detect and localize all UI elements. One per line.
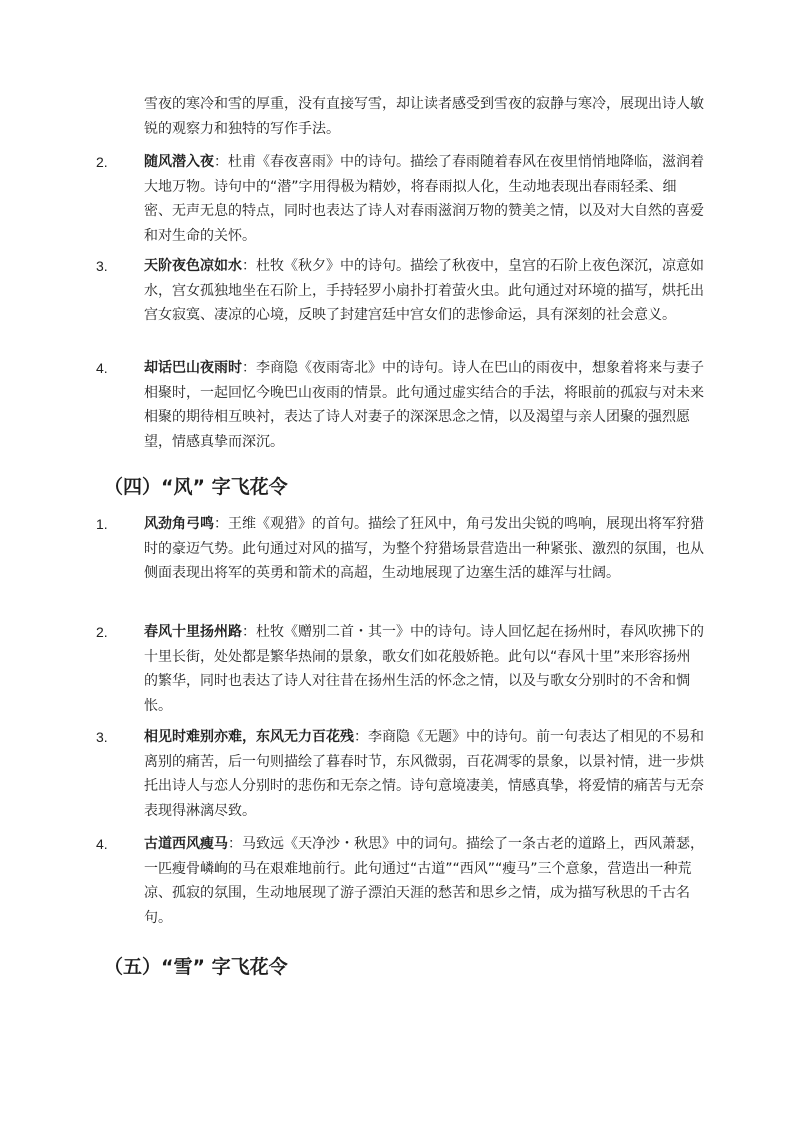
poem-explanation: ：马致远《天净沙・秋思》中的词句。描绘了一条古老的道路上，西风萧瑟，一匹瘦骨嶙峋的马在艰难地前行。此句通过“古道”“西风”“瘦马”三个意象，营造出一种荒凉、孤寂的氛围，生动地展现了游子漂泊天涯的愁苦和思乡之情，成为描写秋思的千古名句。 (144, 836, 704, 926)
poem-explanation: ：李商隐《夜雨寄北》中的诗句。诗人在巴山的雨夜中，想象着将来与妻子相聚时，一起回忆今晚巴山夜雨的情景。此句通过虚实结合的手法，将眼前的孤寂与对未来相聚的期待相互映衬，表达了诗人对妻子的深深思念之情，以及渴望与亲人团聚的强烈愿望，情感真挚而深沉。 (144, 360, 704, 450)
poem-explanation: ：李商隐《无题》中的诗句。前一句表达了相见的不易和离别的痛苦，后一句则描绘了暮春时节，东风微弱，百花凋零的景象，以景衬情，进一步烘托出诗人与恋人分别时的悲伤和无奈之情。诗句意境凄美，情感真挚，将爱情的痛苦与无奈表现得淋漓尽致。 (144, 729, 704, 819)
poem-line: 风劲角弓鸣 (144, 516, 214, 532)
poem-line: 古道西风瘦马 (144, 836, 228, 852)
poem-explanation: ：王维《观猎》的首句。描绘了狂风中，角弓发出尖锐的鸣响，展现出将军狩猎时的豪迈气势。此句通过对风的描写，为整个狩猎场景营造出一种紧张、激烈的氛围，也从侧面表现出将军的英勇和箭术的高超，生动地展现了边塞生活的雄浑与壮阔。 (144, 516, 704, 581)
list-number: 1. (96, 516, 108, 532)
list-item (96, 512, 706, 586)
list-item (96, 254, 706, 328)
list-number: 4. (96, 836, 108, 852)
list-item (96, 620, 706, 718)
list-number: 3. (96, 258, 108, 274)
poem-explanation: ：杜牧《秋夕》中的诗句。描绘了秋夜中，皇宫的石阶上夜色深沉，凉意如水，宫女孤独地坐在石阶上，手持轻罗小扇扑打着萤火虫。此句通过对环境的描写，烘托出宫女寂寞、凄凉的心境，反映了封建宫廷中宫女们的悲惨命运，具有深刻的社会意义。 (144, 258, 704, 323)
poem-line: 相见时难别亦难，东风无力百花残 (144, 729, 354, 745)
poem-line: 天阶夜色凉如水 (144, 258, 242, 274)
poem-explanation: ：杜牧《赠别二首・其一》中的诗句。诗人回忆起在扬州时，春风吹拂下的十里长街，处处都是繁华热闹的景象，歌女们如花般娇艳。此句以“春风十里”来形容扬州的繁华，同时也表达了诗人对往昔在扬州生活的怀念之情，以及与歌女分别时的不舍和惆怅。 (144, 624, 704, 714)
list-number: 4. (96, 360, 108, 376)
continuation-paragraph: 雪夜的寒冷和雪的厚重，没有直接写雪，却让读者感受到雪夜的寂静与寒冷，展现出诗人敏锐的观察力和独特的写作手法。 (144, 96, 704, 137)
list-number: 2. (96, 154, 108, 170)
list-number: 2. (96, 624, 108, 640)
list-item (96, 356, 706, 454)
poem-line: 却话巴山夜雨时 (144, 360, 242, 376)
poem-explanation: ：杜甫《春夜喜雨》中的诗句。描绘了春雨随着春风在夜里悄悄地降临，滋润着大地万物。诗句中的“潜”字用得极为精妙，将春雨拟人化，生动地表现出春雨轻柔、细密、无声无息的特点，同时也表达了诗人对春雨滋润万物的赞美之情，以及对大自然的喜爱和对生命的关怀。 (144, 154, 704, 244)
poem-line: 春风十里扬州路 (144, 624, 242, 640)
poem-line: 随风潜入夜 (144, 154, 214, 170)
section-heading-5: （五）“雪” 字飞花令 (104, 956, 288, 978)
list-item (96, 150, 706, 248)
section-heading-4: （四）“风” 字飞花令 (104, 476, 288, 498)
list-item (96, 725, 706, 823)
list-item (96, 832, 706, 930)
list-number: 3. (96, 729, 108, 745)
